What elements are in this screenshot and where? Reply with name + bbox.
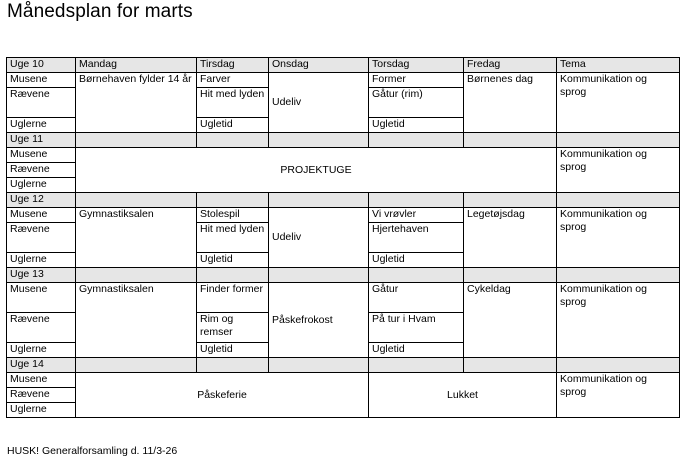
group-label: Rævene [7, 88, 76, 118]
group-label: Uglerne [7, 118, 76, 133]
group-label: Musene [7, 208, 76, 223]
month-plan-table [6, 57, 680, 418]
wednesday-activity: Udeliv [269, 73, 369, 133]
week-label: Uge 13 [7, 268, 76, 283]
week-10-row-musene [7, 73, 680, 88]
day-header-thursday: Torsdag [369, 58, 464, 73]
group-label: Uglerne [7, 178, 76, 193]
theme-cell: Kommunikation og sprog [557, 73, 680, 133]
easter-holiday-cell: Påskeferie [76, 373, 369, 418]
tuesday-activity: Ugletid [197, 343, 269, 358]
project-week-cell: PROJEKTUGE [76, 148, 557, 193]
week-label: Uge 12 [7, 193, 76, 208]
group-label: Musene [7, 148, 76, 163]
week-10-header-row [7, 58, 680, 73]
group-label: Rævene [7, 388, 76, 403]
tuesday-activity: Hit med lyden [197, 223, 269, 253]
week-13-header-row [7, 268, 680, 283]
document-title: Månedsplan for marts [7, 1, 193, 22]
group-label: Musene [7, 73, 76, 88]
closed-cell: Lukket [369, 373, 557, 418]
week-13-row-musene [7, 283, 680, 313]
week-label: Uge 14 [7, 358, 76, 373]
day-header-monday: Mandag [76, 58, 197, 73]
monday-activity: Gymnastiksalen [76, 283, 197, 358]
day-header-wednesday: Onsdag [269, 58, 369, 73]
tuesday-activity: Ugletid [197, 253, 269, 268]
group-label: Uglerne [7, 343, 76, 358]
week-label: Uge 11 [7, 133, 76, 148]
group-label: Rævene [7, 313, 76, 343]
group-label: Uglerne [7, 403, 76, 418]
week-12-row-musene [7, 208, 680, 223]
thursday-activity: Gåtur (rim) [369, 88, 464, 118]
group-label: Musene [7, 373, 76, 388]
tuesday-activity: Rim og remser [197, 313, 269, 343]
wednesday-activity: Påskefrokost [269, 283, 369, 358]
tuesday-activity: Stolespil [197, 208, 269, 223]
group-label: Rævene [7, 223, 76, 253]
monday-activity: Børnehaven fylder 14 år [76, 73, 197, 133]
thursday-activity: Ugletid [369, 343, 464, 358]
thursday-activity: Gåtur [369, 283, 464, 313]
theme-cell: Kommunikation og sprog [557, 148, 680, 193]
day-header-friday: Fredag [464, 58, 557, 73]
tuesday-activity: Farver [197, 73, 269, 88]
wednesday-activity: Udeliv [269, 208, 369, 268]
week-14-header-row [7, 358, 680, 373]
week-11-header-row [7, 133, 680, 148]
tuesday-activity: Ugletid [197, 118, 269, 133]
tuesday-activity: Finder former [197, 283, 269, 313]
monday-activity: Gymnastiksalen [76, 208, 197, 268]
thursday-activity: Hjertehaven [369, 223, 464, 253]
day-header-tuesday: Tirsdag [197, 58, 269, 73]
thursday-activity: Ugletid [369, 118, 464, 133]
thursday-activity: På tur i Hvam [369, 313, 464, 343]
tuesday-activity: Hit med lyden [197, 88, 269, 118]
friday-activity: Børnenes dag [464, 73, 557, 133]
friday-activity: Cykeldag [464, 283, 557, 358]
thursday-activity: Vi vrøvler [369, 208, 464, 223]
group-label: Rævene [7, 163, 76, 178]
friday-activity: Legetøjsdag [464, 208, 557, 268]
footer-reminder: HUSK! Generalforsamling d. 11/3-26 [7, 445, 178, 457]
week-12-header-row [7, 193, 680, 208]
group-label: Musene [7, 283, 76, 313]
thursday-activity: Ugletid [369, 253, 464, 268]
week-11-row-musene [7, 148, 680, 163]
theme-header: Tema [557, 58, 680, 73]
thursday-activity: Former [369, 73, 464, 88]
theme-cell: Kommunikation og sprog [557, 283, 680, 358]
week-label: Uge 10 [7, 58, 76, 73]
theme-cell: Kommunikation og sprog [557, 208, 680, 268]
week-14-row-musene [7, 373, 680, 388]
group-label: Uglerne [7, 253, 76, 268]
theme-cell: Kommunikation og sprog [557, 373, 680, 418]
